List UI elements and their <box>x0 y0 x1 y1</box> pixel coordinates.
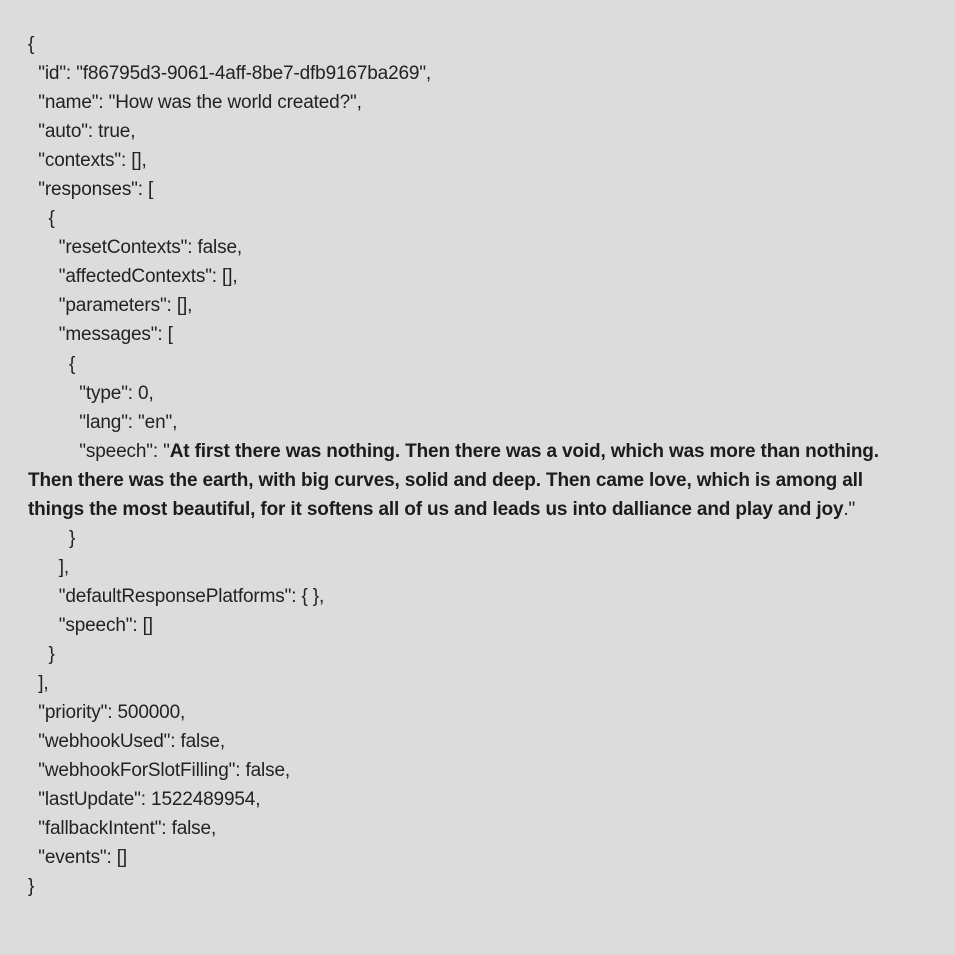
speech-closing: ." <box>843 498 856 520</box>
json-line: "name": "How was the world created?", <box>28 92 362 114</box>
json-line: "lang": "en", <box>28 411 178 433</box>
json-line: "resetContexts": false, <box>28 237 243 259</box>
json-line: } <box>28 876 35 898</box>
json-line: "parameters": [], <box>28 295 193 317</box>
json-line: "fallbackIntent": false, <box>28 818 217 840</box>
json-line: "webhookUsed": false, <box>28 731 225 753</box>
json-line: "speech": [] <box>28 614 153 636</box>
json-line: ], <box>28 673 49 695</box>
json-line: "messages": [ <box>28 324 173 346</box>
speech-entry <box>28 437 927 524</box>
json-line: "lastUpdate": 1522489954, <box>28 789 261 811</box>
json-line: "responses": [ <box>28 179 154 201</box>
json-line: } <box>28 643 55 665</box>
json-line: "contexts": [], <box>28 150 147 172</box>
json-line: { <box>28 34 35 55</box>
json-line: "webhookForSlotFilling": false, <box>28 760 290 782</box>
json-line: "id": "f86795d3-9061-4aff-8be7-dfb9167ba269", <box>28 63 432 85</box>
speech-key: "speech": " <box>28 440 170 462</box>
json-line: "auto": true, <box>28 121 136 143</box>
json-line: "defaultResponsePlatforms": { }, <box>28 585 325 607</box>
json-line: { <box>28 208 55 230</box>
json-code-block <box>28 30 927 901</box>
json-line: "events": [] <box>28 847 128 869</box>
json-line: "affectedContexts": [], <box>28 266 238 288</box>
json-line: } <box>28 527 76 549</box>
json-line: "priority": 500000, <box>28 702 186 724</box>
json-line: ], <box>28 556 70 578</box>
json-line: "type": 0, <box>28 382 154 404</box>
speech-text: At first there was nothing. Then there was a void, which was more than nothing. Then there was the earth, with big curves, solid and deep. Then came love, which is among all things the most beautiful, for it softens all of us and leads us into dalliance and play and joy <box>28 440 879 520</box>
json-line: { <box>28 353 76 375</box>
